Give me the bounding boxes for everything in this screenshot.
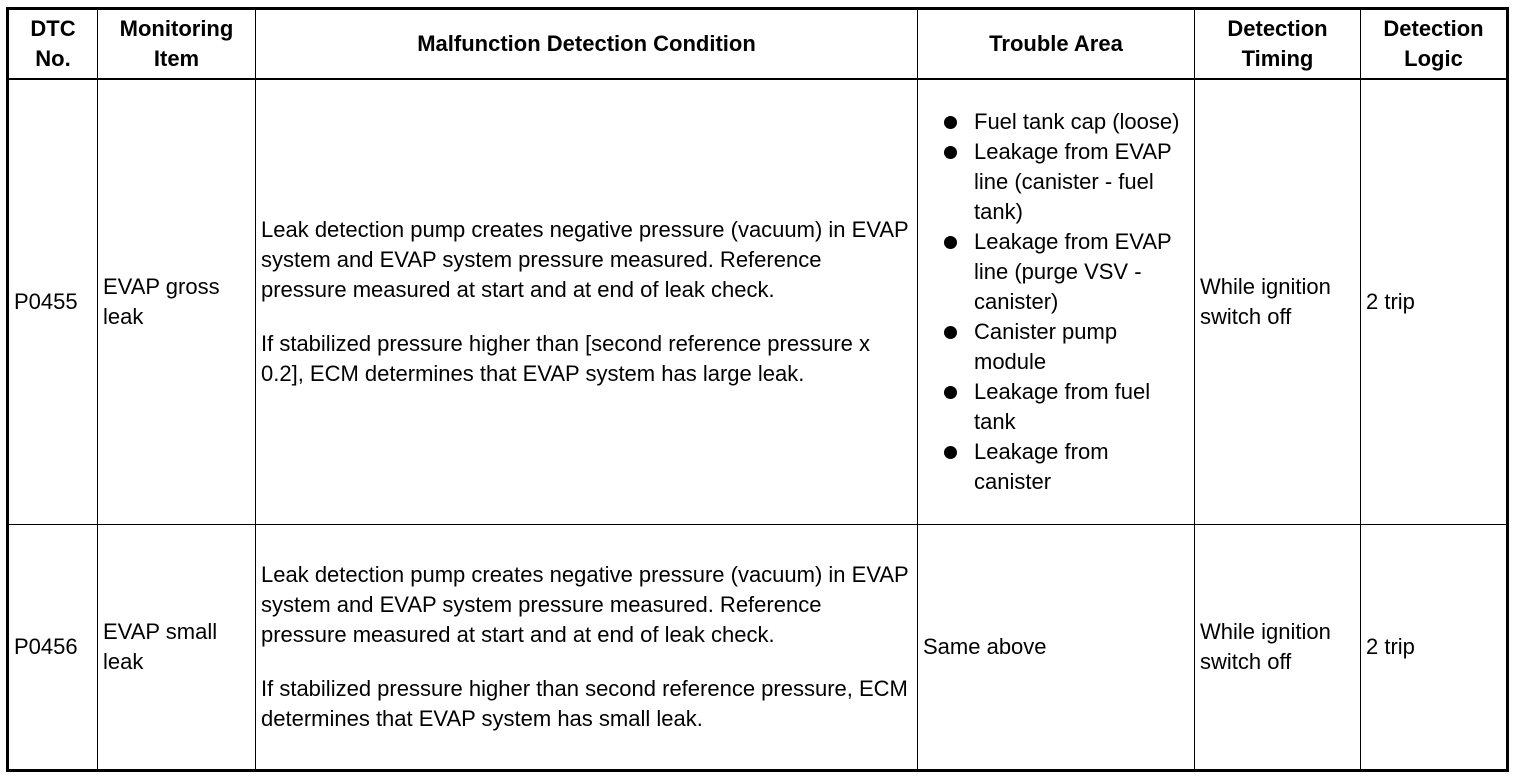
trouble-area-text: Fuel tank cap (loose) (974, 109, 1180, 135)
bullet-icon (944, 236, 957, 249)
cell-trouble-area (918, 79, 1195, 525)
dtc-table (6, 7, 1509, 772)
trouble-area-list (923, 107, 1189, 497)
header-detection-logic-line2: Logic (1404, 46, 1463, 71)
header-detection-logic (1361, 9, 1508, 80)
cell-monitoring-item: EVAP small leak (98, 525, 256, 771)
trouble-area-item (923, 317, 1189, 377)
condition-paragraph: If stabilized pressure higher than second reference pressure, ECM determines that EVAP system has small leak. (261, 676, 908, 732)
trouble-area-text: Leakage from EVAP line (canister - fuel tank) (974, 139, 1172, 225)
trouble-area-item (923, 137, 1189, 227)
trouble-area-text: Canister pump module (974, 319, 1118, 375)
header-row (8, 9, 1508, 80)
bullet-icon (944, 446, 957, 459)
header-dtc-no-line1: DTC (30, 16, 76, 41)
trouble-area-item (923, 377, 1189, 437)
bullet-icon (944, 146, 957, 159)
bullet-icon (944, 386, 957, 399)
header-detection-timing-line2: Timing (1241, 46, 1314, 71)
header-detection-timing (1195, 9, 1361, 80)
cell-dtc: P0456 (8, 525, 98, 771)
cell-trouble-area: Same above (918, 525, 1195, 771)
header-condition: Malfunction Detection Condition (256, 9, 918, 80)
header-detection-logic-line1: Detection (1383, 16, 1484, 41)
bullet-icon (944, 326, 957, 339)
condition-paragraph: Leak detection pump creates negative pressure (vacuum) in EVAP system and EVAP system pressure measured. Reference pressure measured at start and at end of leak check. (261, 562, 909, 648)
cell-detection-logic: 2 trip (1361, 79, 1508, 525)
trouble-area-text: Leakage from canister (974, 439, 1109, 495)
header-dtc-no-line2: No. (35, 46, 71, 71)
bullet-icon (944, 116, 957, 129)
trouble-area-item (923, 227, 1189, 317)
header-dtc-no (8, 9, 98, 80)
header-monitoring-item-line1: Monitoring (119, 16, 234, 41)
header-trouble-area: Trouble Area (918, 9, 1195, 80)
header-detection-timing-line1: Detection (1227, 16, 1328, 41)
trouble-area-item (923, 437, 1189, 497)
trouble-area-item (923, 107, 1189, 137)
cell-condition (256, 525, 918, 771)
cell-monitoring-item: EVAP gross leak (98, 79, 256, 525)
cell-condition (256, 79, 918, 525)
cell-dtc: P0455 (8, 79, 98, 525)
condition-paragraph: Leak detection pump creates negative pressure (vacuum) in EVAP system and EVAP system pressure measured. Reference pressure measured at start and at end of leak check. (261, 217, 909, 303)
cell-detection-timing: While ignition switch off (1195, 79, 1361, 525)
condition-paragraph: If stabilized pressure higher than [second reference pressure x 0.2], ECM determines that EVAP system has large leak. (261, 331, 870, 387)
cell-detection-timing: While ignition switch off (1195, 525, 1361, 771)
cell-detection-logic: 2 trip (1361, 525, 1508, 771)
table-row-p0455 (8, 79, 1508, 525)
header-monitoring-item (98, 9, 256, 80)
trouble-area-text: Leakage from EVAP line (purge VSV - canister) (974, 229, 1172, 315)
header-monitoring-item-line2: Item (153, 46, 200, 71)
trouble-area-text: Leakage from fuel tank (974, 379, 1151, 435)
table-row-p0456 (8, 525, 1508, 771)
